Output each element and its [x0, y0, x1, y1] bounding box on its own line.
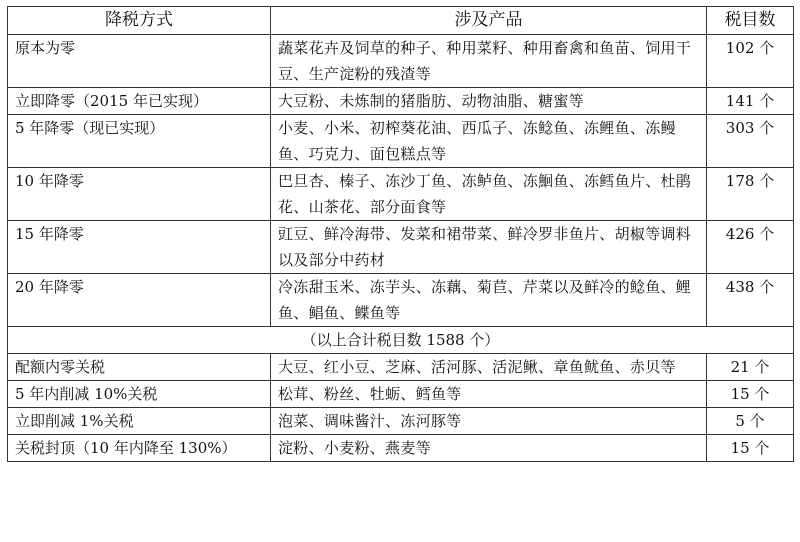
method-cell: 立即削减 1%关税: [8, 408, 271, 435]
table-row: [8, 221, 794, 274]
method-cell: 15 年降零: [8, 221, 271, 274]
count-cell: 438 个: [707, 274, 794, 327]
tariff-table: [7, 6, 794, 462]
count-cell: 178 个: [707, 168, 794, 221]
subtotal-cell: （以上合计税目数 1588 个）: [8, 327, 794, 354]
products-cell: 大豆、红小豆、芝麻、活河豚、活泥鳅、章鱼鱿鱼、赤贝等: [271, 354, 707, 381]
table-row: [8, 435, 794, 462]
method-cell: 立即降零（2015 年已实现）: [8, 88, 271, 115]
method-cell: 配额内零关税: [8, 354, 271, 381]
subtotal-row: [8, 327, 794, 354]
products-cell: 淀粉、小麦粉、燕麦等: [271, 435, 707, 462]
table-row: [8, 88, 794, 115]
products-cell: 蔬菜花卉及饲草的种子、种用菜籽、种用畜禽和鱼苗、饲用干豆、生产淀粉的残渣等: [271, 35, 707, 88]
count-cell: 15 个: [707, 435, 794, 462]
method-cell: 20 年降零: [8, 274, 271, 327]
products-cell: 松茸、粉丝、牡蛎、鳕鱼等: [271, 381, 707, 408]
table-row: [8, 115, 794, 168]
count-cell: 15 个: [707, 381, 794, 408]
header-row: [8, 7, 794, 35]
count-cell: 5 个: [707, 408, 794, 435]
table-row: [8, 381, 794, 408]
header-method: 降税方式: [8, 7, 271, 35]
header-count: 税目数: [707, 7, 794, 35]
count-cell: 426 个: [707, 221, 794, 274]
count-cell: 303 个: [707, 115, 794, 168]
products-cell: 小麦、小米、初榨葵花油、西瓜子、冻鲶鱼、冻鲤鱼、冻鳗鱼、巧克力、面包糕点等: [271, 115, 707, 168]
method-cell: 5 年内削减 10%关税: [8, 381, 271, 408]
products-cell: 巴旦杏、榛子、冻沙丁鱼、冻鲈鱼、冻鮰鱼、冻鳕鱼片、杜鹃花、山茶花、部分面食等: [271, 168, 707, 221]
table-row: [8, 274, 794, 327]
products-cell: 泡菜、调味酱汁、冻河豚等: [271, 408, 707, 435]
products-cell: 豇豆、鲜冷海带、发菜和裙带菜、鲜冷罗非鱼片、胡椒等调料以及部分中药材: [271, 221, 707, 274]
header-products: 涉及产品: [271, 7, 707, 35]
method-cell: 关税封顶（10 年内降至 130%）: [8, 435, 271, 462]
table-row: [8, 35, 794, 88]
method-cell: 原本为零: [8, 35, 271, 88]
count-cell: 21 个: [707, 354, 794, 381]
count-cell: 141 个: [707, 88, 794, 115]
table-row: [8, 408, 794, 435]
method-cell: 5 年降零（现已实现）: [8, 115, 271, 168]
table-row: [8, 354, 794, 381]
table-row: [8, 168, 794, 221]
count-cell: 102 个: [707, 35, 794, 88]
products-cell: 冷冻甜玉米、冻芋头、冻藕、菊苣、芹菜以及鲜冷的鲶鱼、鲤鱼、鲳鱼、鲽鱼等: [271, 274, 707, 327]
method-cell: 10 年降零: [8, 168, 271, 221]
products-cell: 大豆粉、未炼制的猪脂肪、动物油脂、糖蜜等: [271, 88, 707, 115]
